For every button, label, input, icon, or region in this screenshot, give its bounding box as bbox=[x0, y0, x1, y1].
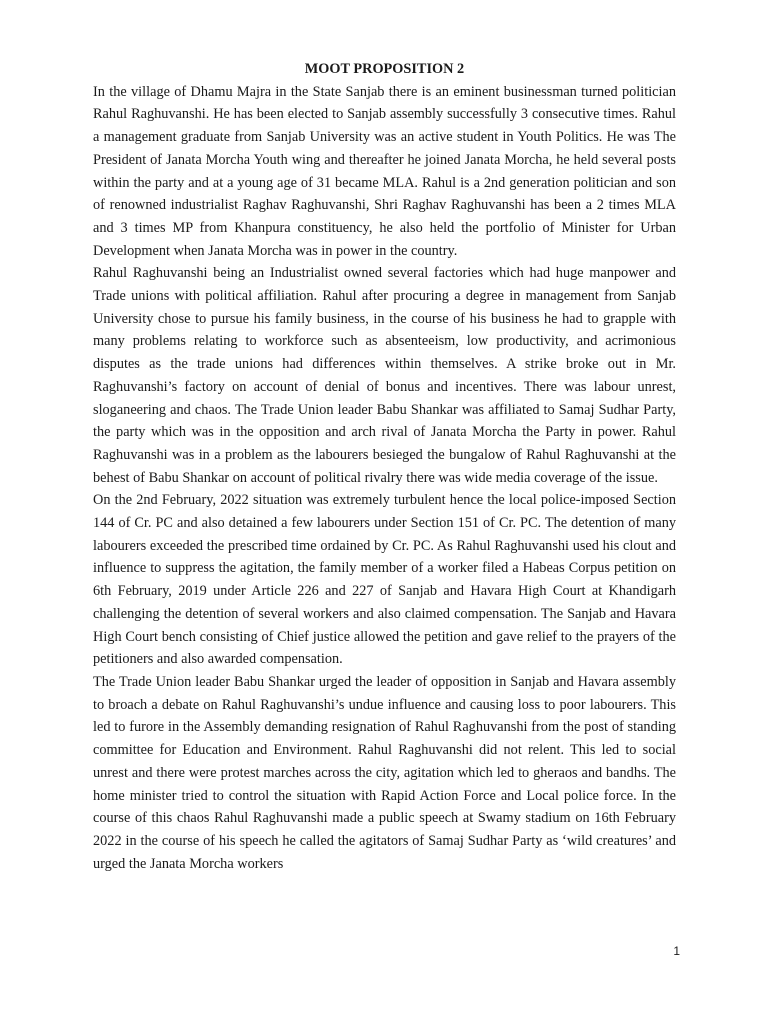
paragraph-2: Rahul Raghuvanshi being an Industrialist owned several factories which had huge manpower and Trade unions with political affiliation. Rahul after procuring a degree in management from Sanjab University chose to pursue his family business, in the course of his business he had to grapple with many problems relating to workforce such as absenteeism, low productivity, and acrimonious disputes as the trade unions had differences within themselves. A strike broke out in Mr. Raghuvanshi’s factory on account of denial of bonus and incentives. There was labour unrest, sloganeering and chaos. The Trade Union leader Babu Shankar was affiliated to Samaj Sudhar Party, the party which was in the opposition and arch rival of Janata Morcha the Party in power. Rahul Raghuvanshi was in a problem as the labourers besieged the bungalow of Rahul Raghuvanshi at the behest of Babu Shankar on account of political rivalry there was wide media coverage of the issue. bbox=[93, 265, 676, 486]
document-title: MOOT PROPOSITION 2 bbox=[304, 61, 465, 77]
paragraph-3: On the 2nd February, 2022 situation was extremely turbulent hence the local police-imposed Section 144 of Cr. PC and also detained a few labourers under Section 151 of Cr. PC. The detention of many labourers exceeded the prescribed time ordained by Cr. PC. As Rahul Raghuvanshi used his clout and influence to suppress the agitation, the family member of a worker filed a Habeas Corpus petition on 6th February, 2019 under Article 226 and 227 of Sanjab and Havara High Court at Khandigarh challenging the detention of several workers and also claimed compensation. The Sanjab and Havara High Court bench consisting of Chief justice allowed the petition and gave relief to the prayers of the petitioners and also awarded compensation. bbox=[93, 492, 676, 668]
page-number: 1 bbox=[673, 944, 680, 958]
paragraph-1: In the village of Dhamu Majra in the State Sanjab there is an eminent businessman turned politician Rahul Raghuvanshi. He has been elected to Sanjab assembly successfully 3 consecutive times. Rahul a management graduate from Sanjab University was an active student in Youth Politics. He was The President of Janata Morcha Youth wing and thereafter he joined Janata Morcha, he held several posts within the party and at a young age of 31 became MLA. Rahul is a 2nd generation politician and son of renowned industrialist Raghav Raghuvanshi, Shri Raghav Raghuvanshi has been a 2 times MLA and 3 times MP from Khanpura constituency, he also held the portfolio of Minister for Urban Development when Janata Morcha was in power in the country. bbox=[93, 83, 676, 259]
document-body bbox=[93, 58, 676, 875]
paragraph-4: The Trade Union leader Babu Shankar urged the leader of opposition in Sanjab and Havara assembly to broach a debate on Rahul Raghuvanshi’s undue influence and causing loss to poor labourers. This led to furore in the Assembly demanding resignation of Rahul Raghuvanshi from the post of standing committee for Education and Environment. Rahul Raghuvanshi did not relent. This led to social unrest and there were protest marches across the city, agitation which led to gheraos and bandhs. The home minister tried to control the situation with Rapid Action Force and Local police force. In the course of this chaos Rahul Raghuvanshi made a public speech at Swamy stadium on 16th February 2022 in the course of his speech he called the agitators of Samaj Sudhar Party as ‘wild creatures’ and urged the Janata Morcha workers bbox=[93, 673, 676, 872]
